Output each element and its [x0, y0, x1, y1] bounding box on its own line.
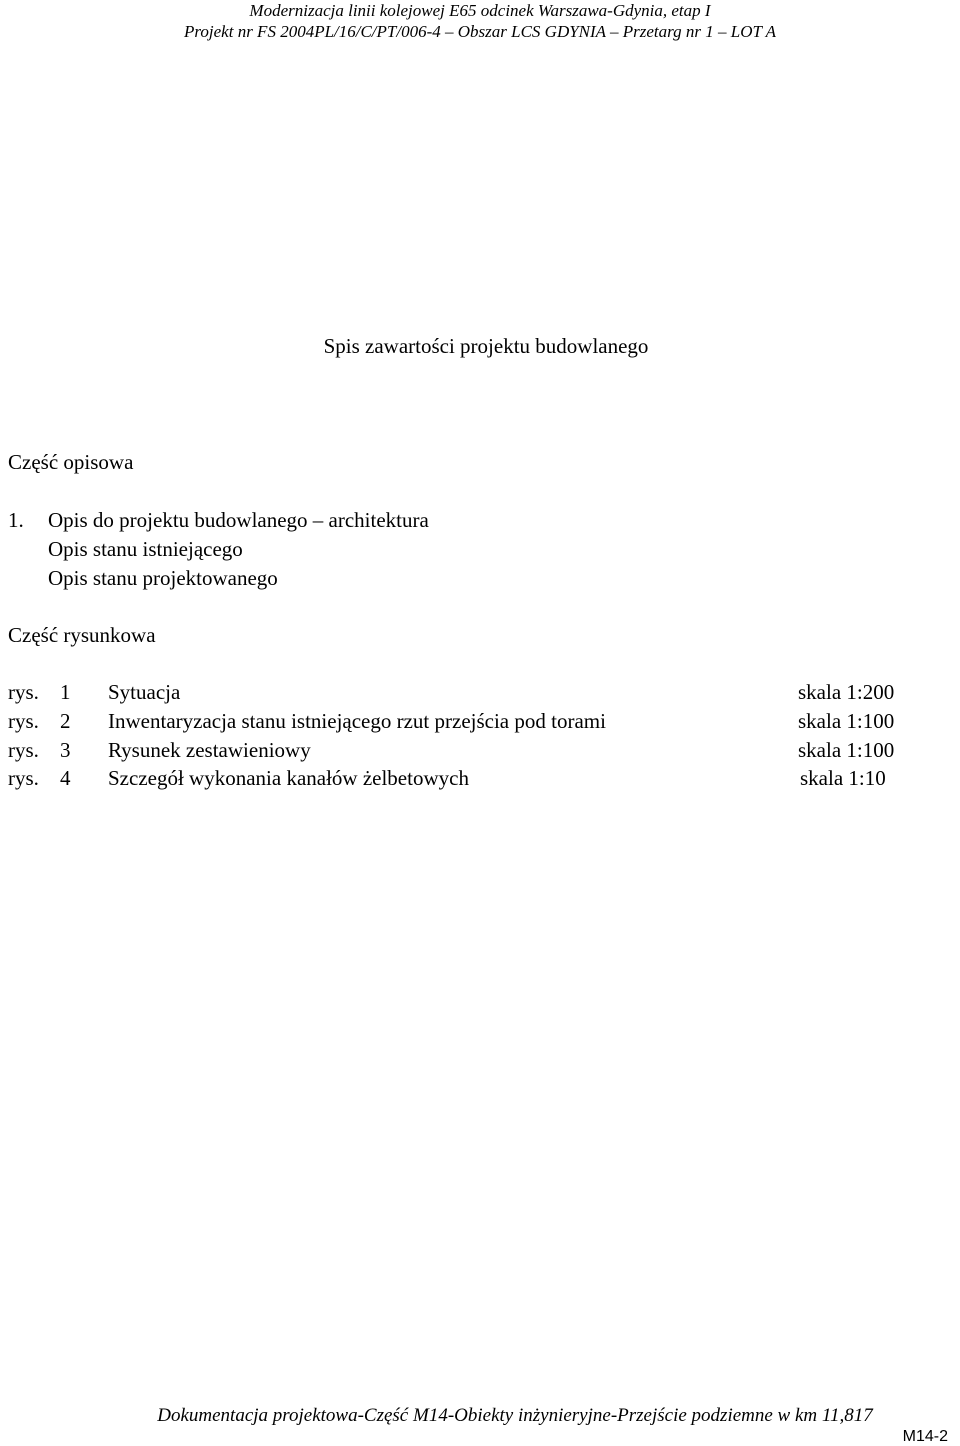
- drawing-prefix: rys.: [8, 738, 39, 762]
- document-title: Spis zawartości projektu budowlanego: [323, 334, 649, 358]
- descriptive-item-title: Opis do projektu budowlanego – architektura: [48, 508, 429, 532]
- drawing-title: Inwentaryzacja stanu istniejącego rzut przejścia pod torami: [108, 709, 606, 733]
- drawing-number: 4: [60, 766, 71, 790]
- drawing-row: [8, 736, 948, 765]
- drawing-number: 1: [60, 680, 71, 704]
- drawing-prefix: rys.: [8, 680, 39, 704]
- drawing-scale: skala 1:100: [798, 709, 895, 733]
- footer-document-info: Dokumentacja projektowa-Część M14-Obiekty inżynieryjne-Przejście podziemne w km 11,817: [157, 1405, 873, 1426]
- drawing-number: 3: [60, 738, 71, 762]
- drawing-row: [8, 764, 948, 793]
- drawing-prefix: rys.: [8, 709, 39, 733]
- drawing-title: Szczegół wykonania kanałów żelbetowych: [108, 766, 469, 790]
- drawings-heading: Część rysunkowa: [8, 623, 156, 647]
- page-number: M14-2: [902, 1428, 948, 1445]
- descriptive-sub-item: Opis stanu projektowanego: [48, 566, 278, 590]
- descriptive-item-number: 1.: [8, 508, 24, 532]
- drawing-scale: skala 1:10: [800, 766, 886, 790]
- drawing-prefix: rys.: [8, 766, 39, 790]
- header-project-title: Modernizacja linii kolejowej E65 odcinek Warszawa-Gdynia, etap I: [249, 1, 711, 20]
- drawing-title: Sytuacja: [108, 680, 181, 704]
- drawing-scale: skala 1:200: [798, 680, 895, 704]
- descriptive-sub-item: Opis stanu istniejącego: [48, 537, 243, 561]
- drawing-scale: skala 1:100: [798, 738, 895, 762]
- drawing-title: Rysunek zestawieniowy: [108, 738, 311, 762]
- drawing-row: [8, 707, 948, 736]
- descriptive-heading: Część opisowa: [8, 450, 134, 474]
- header-project-number: Projekt nr FS 2004PL/16/C/PT/006-4 – Obszar LCS GDYNIA – Przetarg nr 1 – LOT A: [184, 22, 776, 41]
- drawing-row: [8, 678, 948, 707]
- drawing-number: 2: [60, 709, 71, 733]
